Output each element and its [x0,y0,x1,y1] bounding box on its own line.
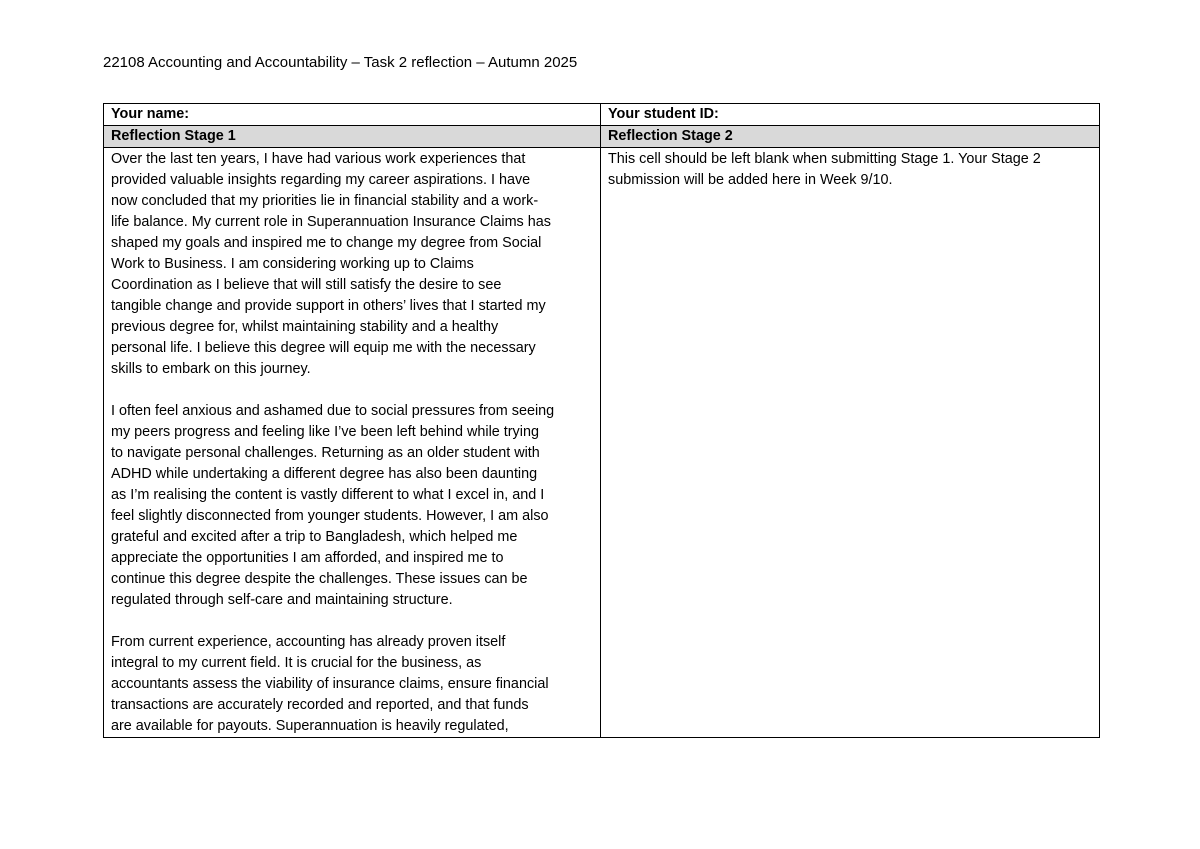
text-line: grateful and excited after a trip to Bangladesh, which helped me [111,529,518,545]
text-line: provided valuable insights regarding my career aspirations. I have [111,172,531,188]
text-line: Work to Business. I am considering working up to Claims [111,256,474,272]
text-line: regulated through self-care and maintaining structure. [111,592,453,608]
text-line: my peers progress and feeling like I’ve been left behind while trying [111,424,539,440]
paragraph-gap [111,611,593,632]
stage1-header-cell: Reflection Stage 1 [104,126,601,148]
text-line: are available for payouts. Superannuation is heavily regulated, [111,718,509,734]
text-line: accountants assess the viability of insurance claims, ensure financial [111,676,549,692]
text-line: appreciate the opportunities I am afforded, and inspired me to [111,550,504,566]
text-line: previous degree for, whilst maintaining stability and a healthy [111,319,499,335]
identity-row [104,104,1100,126]
text-line: shaped my goals and inspired me to change my degree from Social [111,235,542,251]
text-line: transactions are accurately recorded and reported, and that funds [111,697,529,713]
text-line: life balance. My current role in Superannuation Insurance Claims has [111,214,551,230]
name-label-cell: Your name: [104,104,601,126]
text-line: tangible change and provide support in others’ lives that I started my [111,298,546,314]
text-line: feel slightly disconnected from younger students. However, I am also [111,508,549,524]
text-line: Coordination as I believe that will still satisfy the desire to see [111,277,502,293]
text-line: continue this degree despite the challenges. These issues can be [111,571,528,587]
text-line: skills to embark on this journey. [111,361,311,377]
stage1-text-cell [104,148,601,738]
text-line: personal life. I believe this degree will equip me with the necessary [111,340,536,356]
reflection-body-row [104,148,1100,738]
text-line: Over the last ten years, I have had various work experiences that [111,151,526,167]
text-line: submission will be added here in Week 9/10. [608,172,893,188]
text-line: now concluded that my priorities lie in financial stability and a work- [111,193,539,209]
text-line: I often feel anxious and ashamed due to social pressures from seeing [111,403,555,419]
document-header: 22108 Accounting and Accountability – Task 2 reflection – Autumn 2025 [103,54,578,71]
text-line: From current experience, accounting has already proven itself [111,634,506,650]
paragraph-gap [111,380,593,401]
text-line: ADHD while undertaking a different degree has also been daunting [111,466,538,482]
stage-header-row [104,126,1100,148]
stage2-text-cell [601,148,1100,738]
text-line: as I’m realising the content is vastly different to what I excel in, and I [111,487,545,503]
reflection-table [103,103,1100,738]
student-id-label-cell: Your student ID: [601,104,1100,126]
text-line: integral to my current field. It is crucial for the business, as [111,655,482,671]
text-line: to navigate personal challenges. Returning as an older student with [111,445,540,461]
text-line: This cell should be left blank when submitting Stage 1. Your Stage 2 [608,151,1041,167]
stage2-header-cell: Reflection Stage 2 [601,126,1100,148]
